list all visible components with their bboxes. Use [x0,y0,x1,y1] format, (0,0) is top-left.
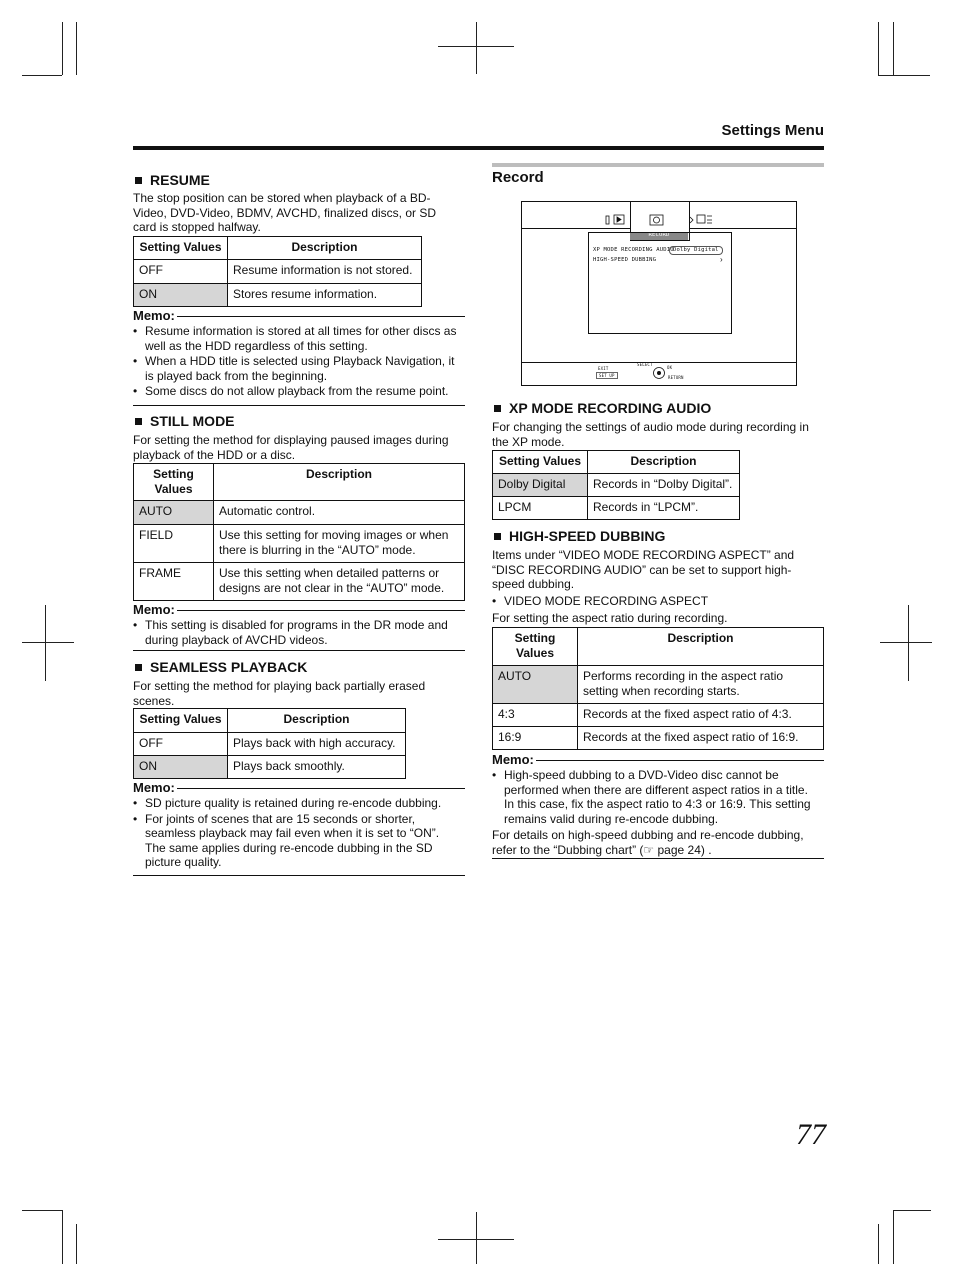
table-header: Description [228,237,422,260]
high-speed-dubbing-heading: HIGH-SPEED DUBBING [492,527,665,545]
resume-heading: RESUME [133,171,210,189]
setting-value: LPCM [493,497,588,520]
setting-desc: Records in “LPCM”. [588,497,740,520]
high-speed-dubbing-intro: Items under “VIDEO MODE RECORDING ASPECT” and “DISC RECORDING AUDIO” can be set to support high-speed dubbing. [492,548,795,592]
seamless-playback-table [133,708,406,779]
setting-desc: Use this setting when detailed patterns or designs are not clear in the “AUTO” mode. [214,563,465,601]
still-mode-intro: For setting the method for displaying paused images during playback of the HDD or a disc. [133,433,449,462]
table-row [493,704,824,727]
list-item: • Some discs do not allow playback from the resume point. [133,384,463,399]
record-icon [650,215,663,225]
record-title: Record [492,169,544,186]
hsd-bullet-list [492,594,822,610]
select-label: SELECT [637,362,653,367]
table-header: Setting Values [134,464,214,501]
still-mode-table [133,463,465,601]
setting-desc: Plays back smoothly. [228,756,406,779]
table-header: Description [588,451,740,474]
table-header: Setting Values [493,451,588,474]
square-bullet-icon [135,418,142,425]
table-row [134,501,465,525]
still-mode-heading: STILL MODE [133,412,235,430]
display-icon [697,215,705,223]
setting-desc: Resume information is not stored. [228,260,422,284]
table-row [493,666,824,704]
menu-panel [588,232,732,334]
table-header: Description [214,464,465,501]
xp-audio-heading: XP MODE RECORDING AUDIO [492,399,711,417]
setting-value: ON [134,756,228,779]
table-header: Setting Values [134,237,228,260]
menu-icons [604,212,714,226]
square-bullet-icon [494,405,501,412]
table-row [134,284,422,307]
aspect-table [492,627,824,750]
seamless-playback-heading: SEAMLESS PLAYBACK [133,658,307,676]
menu-tab-label: RECORD [630,232,688,240]
setting-desc: Plays back with high accuracy. [228,733,406,756]
setting-value: OFF [134,733,228,756]
setting-value: FRAME [134,563,214,601]
table-row [134,260,422,284]
sound-icon [690,217,693,223]
resume-table [133,236,422,307]
table-row [493,727,824,750]
memo-label: Memo: [133,781,465,795]
still-mode-memo-list [133,618,463,648]
list-item: • Resume information is stored at all times for other discs as well as the HDD regardless of this setting. [133,324,463,353]
resume-intro: The stop position can be stored when playback of a BD-Video, DVD-Video, BDMV, AVCHD, finalized discs, or SD card is stopped halfway. [133,191,437,235]
settings-icon [707,216,712,223]
table-row [134,733,406,756]
dpad-icon [652,366,666,380]
setting-desc: Stores resume information. [228,284,422,307]
table-row [134,756,406,779]
chevron-right-icon: › [720,255,723,264]
exit-label: EXIT [598,366,609,371]
menu-item-value[interactable]: Dolby Digital [669,246,723,255]
dubbing-chart-note: For details on high-speed dubbing and re-encode dubbing, refer to the “Dubbing chart” (☞ page 24) . [492,828,804,857]
list-item: • SD picture quality is retained during re-encode dubbing. [133,796,453,811]
table-header: Description [578,628,824,666]
setting-value: 4:3 [493,704,578,727]
menu-item-xp-audio[interactable]: XP MODE RECORDING AUDIO [593,247,674,253]
setting-desc: Use this setting for moving images or when there is blurring in the “AUTO” mode. [214,525,465,563]
list-item: • This setting is disabled for programs in the DR mode and during playback of AVCHD videos. [133,618,463,647]
seamless-playback-memo-list [133,796,453,871]
page-reference-icon: ☞ [643,842,655,857]
setting-value: AUTO [493,666,578,704]
square-bullet-icon [135,177,142,184]
table-row [493,474,740,497]
list-item: • When a HDD title is selected using Playback Navigation, it is played back from the beginning. [133,354,463,383]
hsd-memo-list [492,768,817,827]
setting-desc: Records in “Dolby Digital”. [588,474,740,497]
setting-value: AUTO [134,501,214,525]
list-item: • High-speed dubbing to a DVD-Video disc cannot be performed when there are different aspect ratios in a title. In this case, fix the aspect ratio to 4:3 or 16:9. This setting remains valid during re-encode dubbing. [492,768,817,826]
setting-value: FIELD [134,525,214,563]
menu-screenshot [521,201,797,386]
page-number: 77 [796,1118,826,1151]
table-header: Description [228,709,406,733]
list-item: • For joints of scenes that are 15 seconds or shorter, seamless playback may fail even when it is set to “ON”. The same applies during re-encode dubbing in the SD picture quality. [133,812,453,870]
divider [133,405,465,406]
memo-label: Memo: [133,309,465,323]
memo-label: Memo: [492,753,824,767]
resume-memo-list [133,324,463,400]
setting-desc: Automatic control. [214,501,465,525]
table-row [134,563,465,601]
tool-icon [606,216,609,224]
xp-audio-intro: For changing the settings of audio mode during recording in the XP mode. [492,420,809,449]
table-row [493,497,740,520]
seamless-playback-intro: For setting the method for playing back partially erased scenes. [133,679,426,708]
setting-desc: Records at the fixed aspect ratio of 16:9. [578,727,824,750]
setup-button[interactable]: SET UP [596,372,618,379]
memo-label: Memo: [133,603,465,617]
section-title: Settings Menu [721,122,824,139]
table-header: Setting Values [134,709,228,733]
table-row [134,525,465,563]
divider [492,858,824,859]
section-bar [492,163,824,167]
setting-value: Dolby Digital [493,474,588,497]
xp-audio-table [492,450,740,520]
setting-value: 16:9 [493,727,578,750]
table-header: Setting Values [493,628,578,666]
setting-value: ON [134,284,228,307]
ok-label: OK [667,365,673,370]
divider [133,875,465,876]
header-rule [133,146,824,150]
setting-desc: Records at the fixed aspect ratio of 4:3. [578,704,824,727]
divider [133,650,465,651]
setting-value: OFF [134,260,228,284]
return-label: RETURN [668,375,684,380]
square-bullet-icon [135,664,142,671]
setting-desc: Performs recording in the aspect ratio setting when recording starts. [578,666,824,704]
list-item: • VIDEO MODE RECORDING ASPECT [492,594,822,609]
hsd-sub-intro: For setting the aspect ratio during recording. [492,611,728,625]
square-bullet-icon [494,533,501,540]
menu-item-hs-dubbing[interactable]: HIGH-SPEED DUBBING [593,257,657,263]
